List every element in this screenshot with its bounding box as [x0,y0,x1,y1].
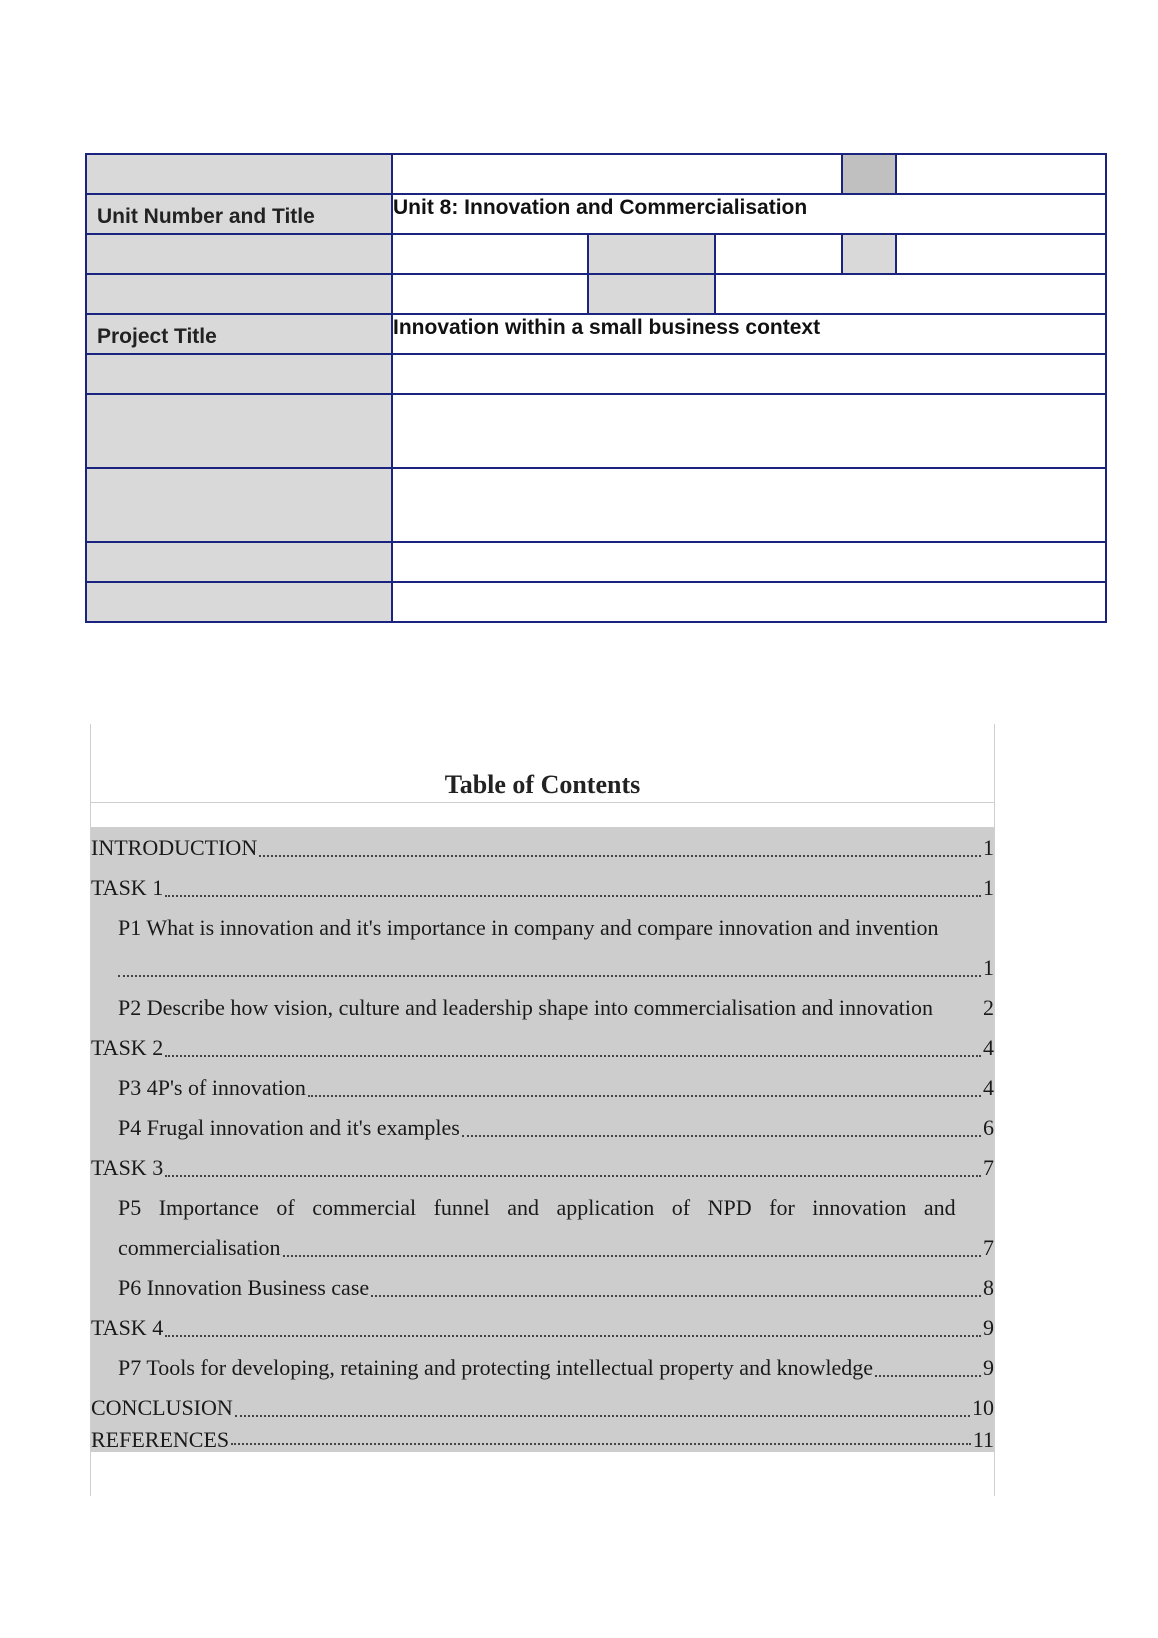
dot-leader [875,1375,981,1377]
toc-entry-page: 10 [972,1395,994,1420]
toc-entry-title: P2 Describe how vision, culture and leadership shape into commercialisation and innovation [118,995,934,1020]
dot-leader [118,975,981,977]
toc-entry[interactable] [118,948,994,988]
toc-entry-title-cont: commercialisation [118,1235,281,1260]
dot-leader [371,1295,981,1297]
dot-leader [165,1335,981,1337]
dot-leader [235,1415,970,1417]
toc-entry-page: 7 [983,1155,994,1180]
toc-list [91,828,994,1452]
toc-entry[interactable] [91,1148,994,1188]
dot-leader [165,895,981,897]
toc-entry-page: 2 [983,995,994,1020]
toc-entry-page: 1 [983,955,994,980]
toc-entry-page: 9 [983,1315,994,1340]
toc-entry-line1[interactable] [118,908,994,948]
toc-entry[interactable] [91,1028,994,1068]
cover-row-blank-2 [86,234,1106,274]
toc-entry-title: P7 Tools for developing, retaining and protecting intellectual property and knowledge [118,1355,874,1380]
cover-row-blank-7 [86,542,1106,582]
toc-entry[interactable] [91,1308,994,1348]
cover-row-blank-8 [86,582,1106,622]
toc-entry[interactable] [91,828,994,868]
toc-entry[interactable] [118,1108,994,1148]
toc-entry-title: TASK 3 [91,1155,164,1180]
toc-entry-title: TASK 4 [91,1315,164,1340]
toc-entry-page: 6 [983,1115,994,1140]
cover-row-project [86,314,1106,354]
toc-entry-title: TASK 2 [91,1035,164,1060]
project-value: Innovation within a small business context [392,314,1106,354]
toc-entry[interactable] [91,1388,994,1428]
toc-entry-title: REFERENCES [91,1427,230,1452]
dot-leader [259,855,981,857]
cover-row-blank-3 [86,274,1106,314]
cover-row-unit [86,194,1106,234]
toc-entry[interactable] [118,988,994,1028]
toc-entry-title: TASK 1 [91,875,164,900]
toc-entry-title: P1 What is innovation and it's importance in company and compare innovation and invention [118,915,939,940]
dot-leader [231,1443,971,1445]
cover-table [85,153,1107,623]
toc-entry-title: CONCLUSION [91,1395,233,1420]
dot-leader [165,1055,981,1057]
cover-row-blank-4 [86,354,1106,394]
toc-entry[interactable] [91,1428,994,1452]
toc-entry[interactable] [91,868,994,908]
toc-entry[interactable] [118,1348,994,1388]
cover-row-blank-1 [86,154,1106,194]
toc-entry[interactable] [118,1068,994,1108]
toc-entry-title: P4 Frugal innovation and it's examples [118,1115,460,1140]
toc-entry-page: 4 [983,1075,994,1100]
cover-row-blank-5 [86,394,1106,468]
project-label: Project Title [86,314,392,354]
toc-entry-page: 11 [972,1427,994,1452]
toc-entry-page: 4 [983,1035,994,1060]
dot-leader [462,1135,981,1137]
dot-leader [283,1255,982,1257]
toc-entry[interactable] [118,1268,994,1308]
toc-entry-page: 9 [983,1355,994,1380]
cover-row-blank-6 [86,468,1106,542]
unit-label: Unit Number and Title [86,194,392,234]
toc-entry-title: P3 4P's of innovation [118,1075,306,1100]
toc-entry-page: 1 [983,875,994,900]
unit-value: Unit 8: Innovation and Commercialisation [392,194,1106,234]
toc-entry-title: INTRODUCTION [91,835,258,860]
toc-entry-page: 1 [983,835,994,860]
toc-entry-page: 7 [983,1235,994,1260]
toc-heading: Table of Contents [91,724,994,803]
toc-entry-page: 8 [983,1275,994,1300]
dot-leader [308,1095,981,1097]
toc-entry-title: P6 Innovation Business case [118,1275,370,1300]
toc-entry-line1[interactable] [118,1188,994,1228]
toc-entry-title: P5 Importance of commercial funnel and application of NPD for innovation and [118,1195,956,1220]
toc-entry[interactable] [118,1228,994,1268]
dot-leader [165,1175,981,1177]
table-of-contents [90,724,995,1496]
